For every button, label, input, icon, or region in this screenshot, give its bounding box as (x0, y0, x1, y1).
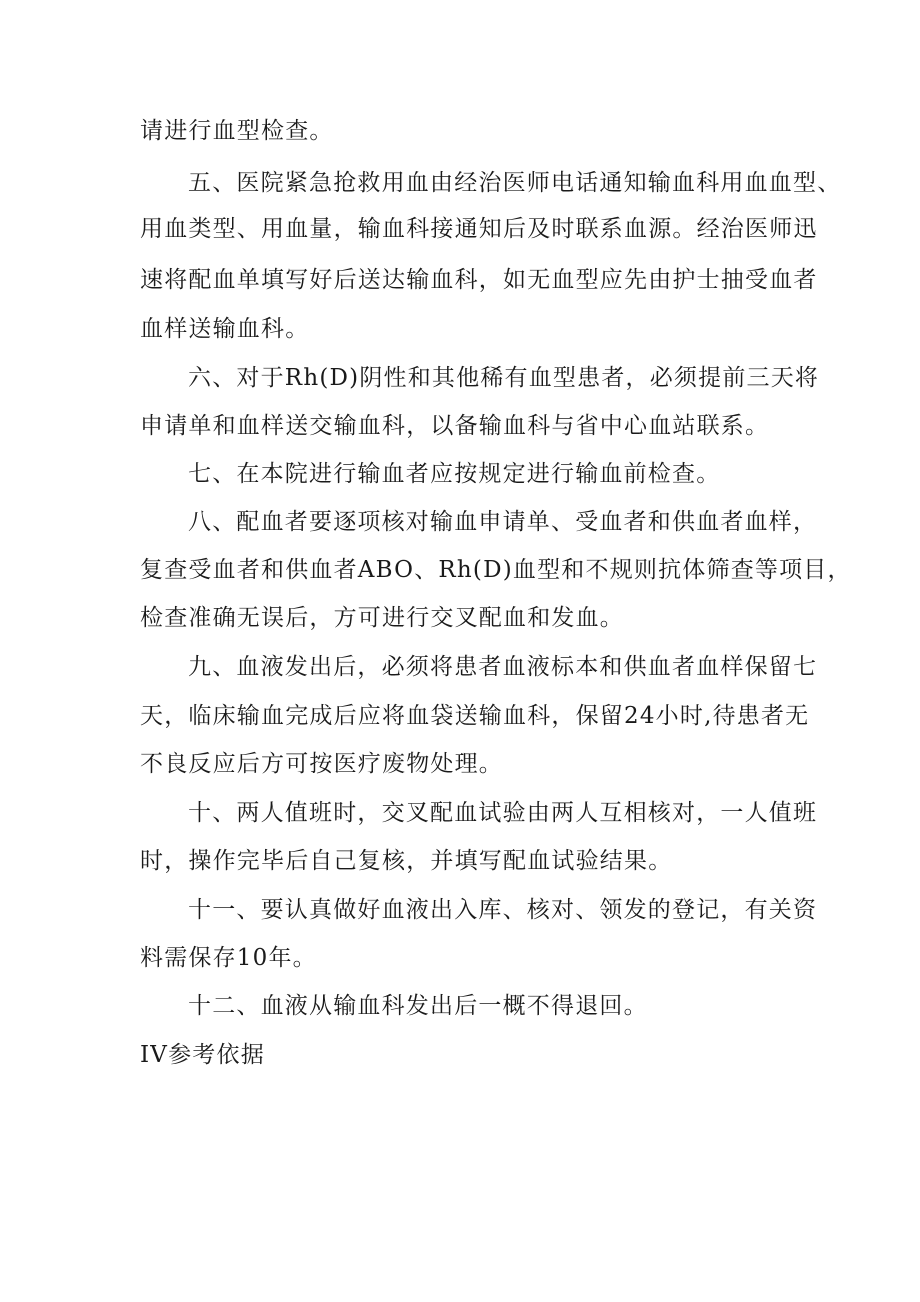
section-heading: IV参考依据 (140, 1042, 265, 1068)
text-line: 料需保存10年。 (140, 945, 317, 971)
text-line: 血样送输血科。 (140, 316, 310, 342)
text-line: 不良反应后方可按医疗废物处理。 (140, 751, 503, 777)
text-line: 时，操作完毕后自己复核，并填写配血试验结果。 (140, 848, 673, 874)
text-line: 七、在本院进行输血者应按规定进行输血前检查。 (188, 461, 721, 487)
text-line: 五、医院紧急抢救用血由经治医师电话通知输血科用血血型、 (188, 170, 842, 196)
text-line: 十一、要认真做好血液出入库、核对、领发的登记，有关资 (188, 897, 818, 923)
text-line: 请进行血型检查。 (140, 118, 334, 144)
text-line: 八、配血者要逐项核对输血申请单、受血者和供血者血样， (188, 509, 818, 535)
text-line: 速将配血单填写好后送达输血科，如无血型应先由护士抽受血者 (140, 267, 818, 293)
text-line: 复查受血者和供血者ABO、Rh(D)血型和不规则抗体筛查等项目， (140, 557, 852, 583)
text-line: 申请单和血样送交输血科，以备输血科与省中心血站联系。 (140, 413, 770, 439)
text-line: 用血类型、用血量，输血科接通知后及时联系血源。经治医师迅 (140, 216, 818, 242)
text-line: 九、血液发出后，必须将患者血液标本和供血者血样保留七 (188, 654, 818, 680)
text-line: 检查准确无误后，方可进行交叉配血和发血。 (140, 605, 624, 631)
text-line: 六、对于Rh(D)阴性和其他稀有血型患者，必须提前三天将 (188, 365, 820, 391)
text-line: 天，临床输血完成后应将血袋送输血科，保留24小时,待患者无 (140, 703, 810, 729)
text-line: 十二、血液从输血科发出后一概不得退回。 (188, 993, 648, 1019)
text-line: 十、两人值班时，交叉配血试验由两人互相核对，一人值班 (188, 800, 818, 826)
